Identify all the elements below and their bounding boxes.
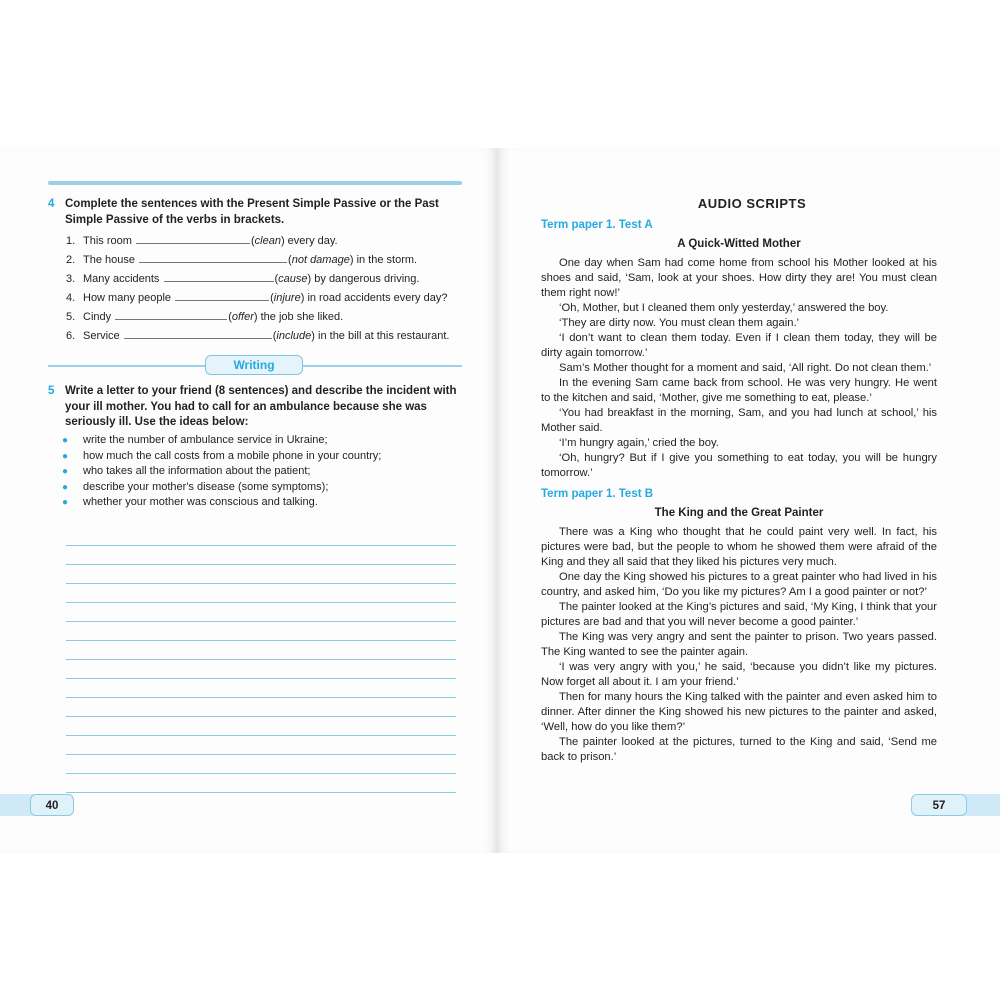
story-paragraph: ‘I don’t want to clean them today. Even if I clean them today, they will be dirty again tomorrow.’ bbox=[541, 332, 937, 359]
bullet-icon: ● bbox=[62, 466, 69, 477]
sentence-end: in the storm. bbox=[356, 254, 418, 266]
sentence-item: 5. Cindy (offer) the job she liked. bbox=[66, 309, 466, 328]
idea-text: who takes all the information about the patient; bbox=[83, 465, 311, 477]
sentence-start: Many accidents bbox=[83, 273, 160, 285]
idea-text: describe your mother's disease (some symptoms); bbox=[83, 480, 329, 493]
verb-hint: offer bbox=[231, 311, 254, 323]
writing-line[interactable] bbox=[66, 584, 456, 603]
idea-text: write the number of ambulance service in Ukraine; bbox=[83, 434, 328, 446]
writing-line[interactable] bbox=[66, 774, 456, 793]
sentence-item: 2. The house (not damage) in the storm. bbox=[66, 252, 466, 271]
story-paragraph: The painter looked at the King’s pictures and said, ‘My King, I think that your pictures are bad and that you will never become a good painter.’ bbox=[541, 601, 937, 628]
writing-line[interactable] bbox=[66, 565, 456, 584]
answer-blank[interactable] bbox=[115, 309, 227, 320]
task-4-instruction: Complete the sentences with the Present Simple Passive or the Past Simple Passive of the verbs in brackets. bbox=[65, 198, 439, 226]
writing-section-header bbox=[48, 355, 462, 375]
writing-line[interactable] bbox=[66, 755, 456, 774]
story-paragraph: ‘They are dirty now. You must clean them again.’ bbox=[559, 317, 800, 329]
task-5-number: 5 bbox=[48, 385, 55, 397]
sentence-item: 6. Service (include) in the bill at this restaurant. bbox=[66, 328, 466, 347]
story-paragraph: There was a King who thought that he could paint very well. In fact, his pictures were bad, but the people to whom he showed them were afraid of the King and they all said that they liked his pictures very much. bbox=[541, 526, 937, 568]
bullet-icon: ● bbox=[62, 481, 69, 493]
writing-line[interactable] bbox=[66, 622, 456, 641]
writing-line[interactable] bbox=[66, 603, 456, 622]
page-number: 40 bbox=[30, 794, 74, 816]
sentence-start: The house bbox=[83, 254, 135, 266]
verb-hint: include bbox=[276, 330, 312, 342]
ideas-list bbox=[62, 433, 462, 511]
verb-hint: cause bbox=[278, 273, 308, 285]
writing-line[interactable] bbox=[66, 546, 456, 565]
task-5 bbox=[48, 384, 462, 432]
sentence-number: 4. bbox=[66, 292, 76, 304]
writing-line[interactable] bbox=[66, 698, 456, 717]
story-paragraph: One day when Sam had come home from school his Mother looked at his shoes and said, ‘Sam, look at your shoes. How dirty they are! You must clean them right now!’ bbox=[541, 257, 937, 299]
story-text-b bbox=[541, 525, 937, 765]
sentence-item: 1. This room (clean) every day. bbox=[66, 233, 466, 252]
verb-hint: not damage bbox=[291, 254, 350, 266]
idea-item bbox=[62, 495, 462, 511]
sentence-start: This room bbox=[83, 235, 132, 247]
sentence-end: in road accidents every day? bbox=[307, 292, 448, 304]
top-accent-bar bbox=[48, 181, 462, 185]
answer-blank[interactable] bbox=[164, 271, 274, 282]
story-paragraph: Then for many hours the King talked with the painter and even asked him to dinner. After dinner the King showed his new pictures to the painter and asked, ‘Well, how do you like them?’ bbox=[541, 691, 937, 733]
left-page bbox=[0, 148, 497, 853]
writing-lines[interactable] bbox=[66, 527, 456, 793]
idea-item bbox=[62, 480, 462, 496]
sentence-item: 3. Many accidents (cause) by dangerous driving. bbox=[66, 271, 466, 290]
sentence-number: 2. bbox=[66, 254, 76, 266]
task-4 bbox=[48, 197, 462, 229]
idea-item bbox=[62, 433, 462, 449]
idea-item bbox=[62, 464, 462, 480]
sentence-start: How many people bbox=[83, 292, 172, 304]
writing-line[interactable] bbox=[66, 679, 456, 698]
writing-label: Writing bbox=[205, 355, 303, 375]
sentence-number: 5. bbox=[66, 311, 76, 323]
answer-blank[interactable] bbox=[124, 328, 272, 339]
sentence-start: Cindy bbox=[83, 311, 112, 323]
story-paragraph: The King was very angry and sent the painter to prison. Two years passed. The King wanted to see the painter again. bbox=[541, 631, 937, 658]
answer-blank[interactable] bbox=[139, 252, 287, 263]
task-4-number: 4 bbox=[48, 198, 55, 210]
writing-line[interactable] bbox=[66, 641, 456, 660]
task-5-instruction: Write a letter to your friend (8 sentences) and describe the incident with your ill mother. You had to call for an ambulance because she was seriously ill. Use the ideas below: bbox=[65, 385, 457, 428]
bullet-icon: ● bbox=[62, 435, 69, 446]
sentence-number: 6. bbox=[66, 330, 76, 342]
story-paragraph: In the evening Sam came back from school. He was very hungry. He went to the kitchen and said, ‘Mother, give me something to eat, please.’ bbox=[541, 377, 937, 404]
verb-hint: clean bbox=[254, 235, 281, 247]
writing-line[interactable] bbox=[66, 527, 456, 546]
story-paragraph: Sam’s Mother thought for a moment and said, ‘All right. Do not clean them.’ bbox=[559, 362, 932, 374]
story-paragraph: ‘Oh, hungry? But if I give you something to eat today, you will be hungry tomorrow.’ bbox=[541, 452, 937, 479]
sentence-start: Service bbox=[83, 330, 120, 342]
story-paragraph: ‘I was very angry with you,’ he said, ‘because you didn’t like my pictures. Now forget all about it. I am your friend.’ bbox=[541, 661, 937, 688]
story-title-a: A Quick-Witted Mother bbox=[677, 238, 801, 250]
writing-line[interactable] bbox=[66, 660, 456, 679]
story-paragraph: One day the King showed his pictures to a great painter who had lived in his country, and asked him, ‘Do you like my pictures? Am I a good painter or not?’ bbox=[541, 571, 937, 598]
story-text-a bbox=[541, 256, 937, 481]
idea-text: how much the call costs from a mobile phone in your country; bbox=[83, 449, 382, 462]
sentence-list bbox=[66, 233, 466, 347]
term-heading-a: Term paper 1. Test A bbox=[541, 219, 653, 231]
right-page bbox=[497, 148, 1000, 853]
sentence-end: every day. bbox=[287, 235, 338, 247]
sentence-end: in the bill at this restaurant. bbox=[318, 330, 450, 342]
page-number: 57 bbox=[911, 794, 967, 816]
sentence-end: the job she liked. bbox=[260, 311, 344, 323]
story-paragraph: ‘I’m hungry again,’ cried the boy. bbox=[559, 437, 719, 449]
bullet-icon: ● bbox=[62, 450, 69, 462]
writing-line[interactable] bbox=[66, 736, 456, 755]
idea-item bbox=[62, 449, 462, 465]
left-page-tab bbox=[0, 794, 76, 816]
idea-text: whether your mother was conscious and talking. bbox=[83, 496, 318, 508]
story-paragraph: ‘Oh, Mother, but I cleaned them only yesterday,’ answered the boy. bbox=[559, 302, 889, 314]
writing-line[interactable] bbox=[66, 717, 456, 736]
right-page-tab bbox=[909, 794, 1000, 816]
answer-blank[interactable] bbox=[136, 233, 250, 244]
sentence-end: by dangerous driving. bbox=[314, 273, 420, 285]
sentence-number: 3. bbox=[66, 273, 76, 285]
story-paragraph: ‘You had breakfast in the morning, Sam, and you had lunch at school,’ his Mother said. bbox=[541, 407, 937, 434]
sentence-number: 1. bbox=[66, 235, 76, 247]
audio-scripts-title: AUDIO SCRIPTS bbox=[697, 196, 807, 211]
bullet-icon: ● bbox=[62, 497, 69, 508]
story-title-b: The King and the Great Painter bbox=[654, 507, 824, 519]
sentence-item: 4. How many people (injure) in road accidents every day? bbox=[66, 290, 466, 309]
answer-blank[interactable] bbox=[175, 290, 269, 301]
verb-hint: injure bbox=[273, 292, 301, 304]
story-paragraph: The painter looked at the pictures, turned to the King and said, ‘Send me back to prison.’ bbox=[541, 736, 937, 763]
term-heading-b: Term paper 1. Test B bbox=[541, 488, 654, 500]
